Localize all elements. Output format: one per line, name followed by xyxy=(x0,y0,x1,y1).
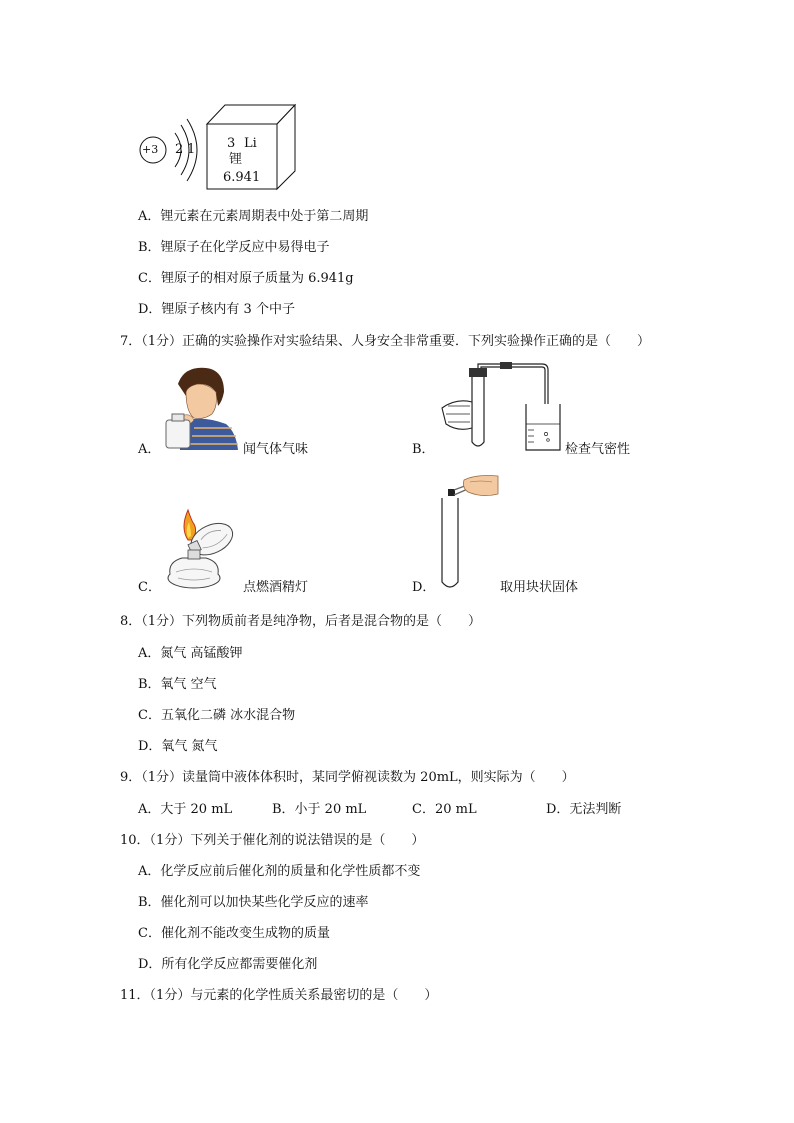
q9-option-a: A．大于 20 mL xyxy=(138,802,233,817)
q8-option-a: A．氮气 高锰酸钾 xyxy=(138,646,243,661)
q9-stem: 9．（1分）读量筒中液体体积时，某同学俯视读数为 20mL，则实际为（ ） xyxy=(120,770,575,785)
shell-2-electrons: 1 xyxy=(187,142,196,157)
q6-option-a: A．锂元素在元素周期表中处于第二周期 xyxy=(138,209,369,224)
q7-option-b-caption: 检查气密性 xyxy=(565,442,631,457)
q6-option-c: C．锂原子的相对原子质量为 6.941g xyxy=(138,271,354,286)
q6-option-b: B．锂原子在化学反应中易得电子 xyxy=(138,240,330,255)
q10-option-b: B．催化剂可以加快某些化学反应的速率 xyxy=(138,895,369,910)
q7-stem: 7．（1分）正确的实验操作对实验结果、人身安全非常重要．下列实验操作正确的是（ ） xyxy=(120,334,651,349)
atomic-number: 3 xyxy=(227,136,236,151)
q7-option-c-caption: 点燃酒精灯 xyxy=(243,580,309,595)
q10-option-c: C．催化剂不能改变生成物的质量 xyxy=(138,926,330,941)
block-solid-illustration xyxy=(436,474,502,592)
q9-option-c: C．20 mL xyxy=(412,802,477,817)
q6-option-d: D．锂原子核内有 3 个中子 xyxy=(138,302,295,317)
nucleus-charge: +3 xyxy=(142,143,159,156)
q10-option-d: D．所有化学反应都需要催化剂 xyxy=(138,957,318,972)
element-symbol: Li xyxy=(244,136,257,151)
element-name: 锂 xyxy=(229,152,243,167)
q7-option-d-letter: D． xyxy=(412,580,436,595)
q10-option-a: A．化学反应前后催化剂的质量和化学性质都不变 xyxy=(138,864,421,879)
alcohol-lamp-illustration xyxy=(160,502,240,592)
q8-stem: 8．（1分）下列物质前者是纯净物，后者是混合物的是（ ） xyxy=(120,614,482,629)
atomic-mass: 6.941 xyxy=(223,170,261,185)
q11-stem: 11．（1分）与元素的化学性质关系最密切的是（ ） xyxy=(120,988,438,1003)
q7-option-d-caption: 取用块状固体 xyxy=(500,580,579,595)
q8-option-c: C．五氧化二磷 冰水混合物 xyxy=(138,708,296,723)
q7-option-a-caption: 闻气体气味 xyxy=(243,442,309,457)
q9-option-d: D．无法判断 xyxy=(546,802,622,817)
atom-structure-figure xyxy=(135,115,215,185)
q7-option-c-letter: C． xyxy=(138,580,161,595)
shell-1-electrons: 2 xyxy=(175,142,184,157)
airtightness-check-illustration xyxy=(438,362,562,454)
q9-option-b: B．小于 20 mL xyxy=(272,802,367,817)
q8-option-d: D．氧气 氮气 xyxy=(138,739,218,754)
smell-gas-illustration xyxy=(164,362,240,450)
periodic-cell-cube xyxy=(206,104,296,190)
q10-stem: 10．（1分）下列关于催化剂的说法错误的是（ ） xyxy=(120,833,425,848)
q8-option-b: B．氧气 空气 xyxy=(138,677,217,692)
q7-option-b-letter: B． xyxy=(412,442,435,457)
q7-option-a-letter: A． xyxy=(138,442,161,457)
